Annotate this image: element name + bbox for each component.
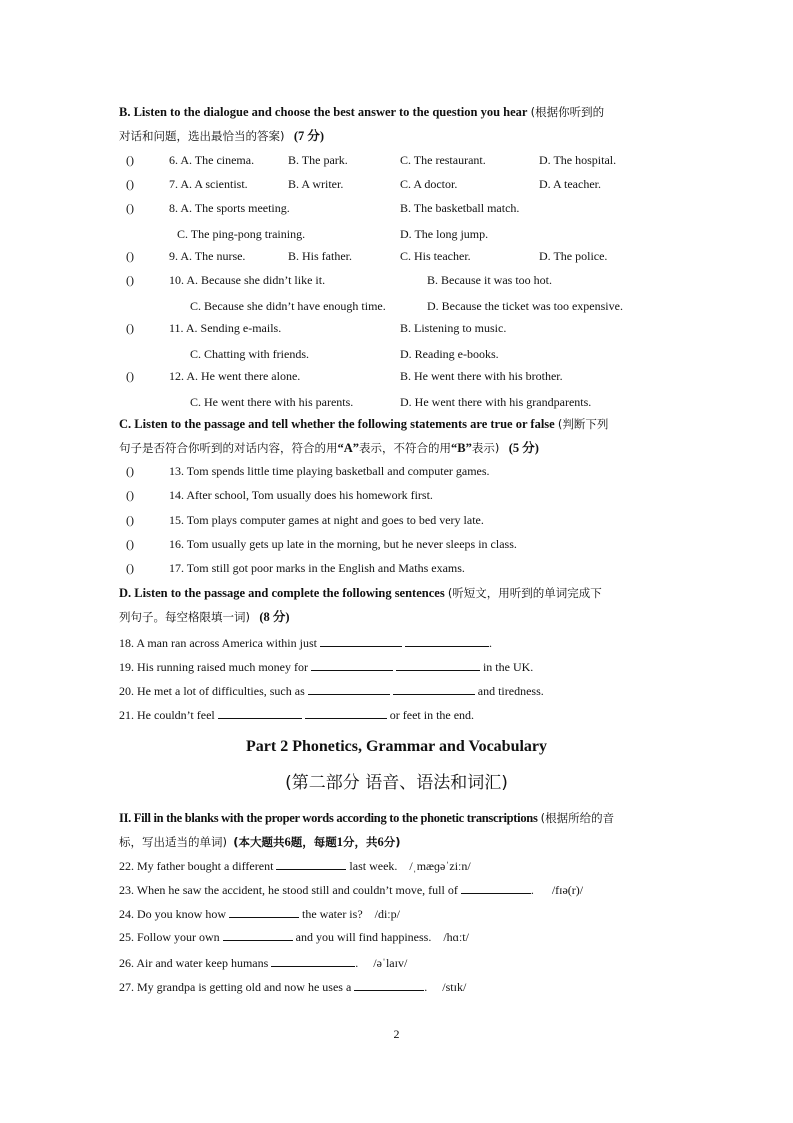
sentence-21: 21. He couldn’t feel or feet in the end. — [119, 708, 475, 722]
question-10-cont: C. Because she didn’t have enough time. D. Because the ticket was too expensive. — [190, 299, 623, 313]
part-2-title: Part 2 Phonetics, Grammar and Vocabulary — [245, 738, 548, 755]
answer-paren[interactable]: () — [126, 153, 134, 167]
section-ii-header: II. Fill in the blanks with the proper words according to the phonetic transcriptions (根据所给的音 标，写出适当的单词) (本大题共6题，每题1分，共6分) — [119, 811, 615, 849]
question-7: () 7. A. A scientist. B. A writer. C. A doctor. D. A teacher. — [0, 173, 793, 195]
statement-15: () 15. Tom plays computer games at night and goes to bed very late. — [0, 509, 793, 531]
phonetic-25: 25. Follow your own and you will find happiness. /hɑːt/ — [119, 930, 469, 944]
phonetic-23: 23. When he saw the accident, he stood still and couldn’t move, full of . /fɪə(r)/ — [119, 883, 584, 897]
blank-input[interactable] — [276, 857, 346, 870]
phonetic-transcription: /hɑːt/ — [443, 930, 469, 944]
part-2-subtitle: (第二部分 语音、语法和词汇) — [285, 773, 508, 793]
answer-paren[interactable]: () — [126, 201, 134, 215]
blank-input[interactable] — [396, 658, 480, 671]
blank-input[interactable] — [229, 905, 299, 918]
section-d-points: (8 分) — [259, 610, 290, 624]
blank-input[interactable] — [354, 978, 424, 991]
question-11: () 11. A. Sending e-mails. B. Listening to music. — [0, 317, 793, 339]
blank-input[interactable] — [405, 634, 489, 647]
sentence-20: 20. He met a lot of difficulties, such as and tiredness. — [119, 684, 544, 698]
phonetic-26: 26. Air and water keep humans . /əˈlaɪv/ — [119, 956, 408, 970]
blank-input[interactable] — [393, 682, 475, 695]
answer-paren[interactable]: () — [126, 561, 134, 575]
question-11-cont: C. Chatting with friends. D. Reading e-books. — [190, 347, 499, 361]
blank-input[interactable] — [311, 658, 393, 671]
phonetic-24: 24. Do you know how the water is? /diːp/ — [119, 907, 400, 921]
question-12-cont: C. He went there with his parents. D. He went there with his grandparents. — [190, 395, 592, 409]
section-c-points: (5 分) — [508, 441, 539, 455]
statement-13: () 13. Tom spends little time playing basketball and computer games. — [0, 460, 793, 482]
section-c-title: C. Listen to the passage and tell whether the following statements are true or false — [119, 417, 555, 431]
section-b-points: (7 分) — [293, 129, 325, 143]
section-ii-title: II. Fill in the blanks with the proper words according to the phonetic transcriptions — [119, 811, 538, 825]
sentence-18: 18. A man ran across America within just . — [119, 636, 492, 650]
blank-input[interactable] — [218, 706, 302, 719]
question-8-cont: C. The ping-pong training. D. The long jump. — [177, 227, 489, 241]
blank-input[interactable] — [320, 634, 402, 647]
question-10: () 10. A. Because she didn’t like it. B. Because it was too hot. — [0, 269, 793, 291]
blank-input[interactable] — [461, 881, 531, 894]
statement-14: () 14. After school, Tom usually does his homework first. — [0, 484, 793, 506]
statement-17: () 17. Tom still got poor marks in the English and Maths exams. — [0, 557, 793, 579]
answer-paren[interactable]: () — [126, 488, 134, 502]
question-12: () 12. A. He went there alone. B. He went there with his brother. — [0, 365, 793, 387]
section-c-header: C. Listen to the passage and tell whether the following statements are true or false (判断下列 句子是否符合你听到的对话内容，符合的用“A”表示，不符合的用“B”表示) (5 分) — [119, 417, 609, 455]
section-d-header: D. Listen to the passage and complete the following sentences (听短文，用听到的单词完成下 列句子。每空格限填一词) (8 分) — [119, 586, 602, 624]
phonetic-transcription: /ˌmæɡəˈziːn/ — [409, 859, 471, 873]
phonetic-22: 22. My father bought a different last week. /ˌmæɡəˈziːn/ — [119, 859, 471, 873]
blank-input[interactable] — [305, 706, 387, 719]
question-9: () 9. A. The nurse. B. His father. C. His teacher. D. The police. — [0, 245, 793, 267]
phonetic-transcription: /diːp/ — [374, 907, 400, 921]
section-b-header: B. Listen to the dialogue and choose the best answer to the question you hear (根据你听到的 对话和问题，选出最恰当的答案) (7 分) — [119, 105, 605, 143]
phonetic-transcription: /fɪə(r)/ — [551, 883, 584, 897]
phonetic-transcription: /əˈlaɪv/ — [373, 956, 408, 970]
answer-paren[interactable]: () — [126, 369, 134, 383]
page-number: 2 — [393, 1027, 400, 1041]
answer-paren[interactable]: () — [126, 537, 134, 551]
question-8: () 8. A. The sports meeting. B. The basketball match. — [0, 197, 793, 219]
blank-input[interactable] — [223, 928, 293, 941]
answer-paren[interactable]: () — [126, 321, 134, 335]
phonetic-27: 27. My grandpa is getting old and now he uses a . /stɪk/ — [119, 980, 467, 994]
section-d-title: D. Listen to the passage and complete the following sentences — [119, 586, 445, 600]
blank-input[interactable] — [271, 954, 355, 967]
answer-paren[interactable]: () — [126, 177, 134, 191]
blank-input[interactable] — [308, 682, 390, 695]
section-b-title: B. Listen to the dialogue and choose the best answer to the question you hear — [119, 105, 528, 119]
sentence-19: 19. His running raised much money for in the UK. — [119, 660, 534, 674]
question-6: () 6. A. The cinema. B. The park. C. The restaurant. D. The hospital. — [0, 149, 793, 171]
statement-16: () 16. Tom usually gets up late in the morning, but he never sleeps in class. — [0, 533, 793, 555]
phonetic-transcription: /stɪk/ — [442, 980, 467, 994]
answer-paren[interactable]: () — [126, 513, 134, 527]
answer-paren[interactable]: () — [126, 464, 134, 478]
answer-paren[interactable]: () — [126, 249, 134, 263]
answer-paren[interactable]: () — [126, 273, 134, 287]
